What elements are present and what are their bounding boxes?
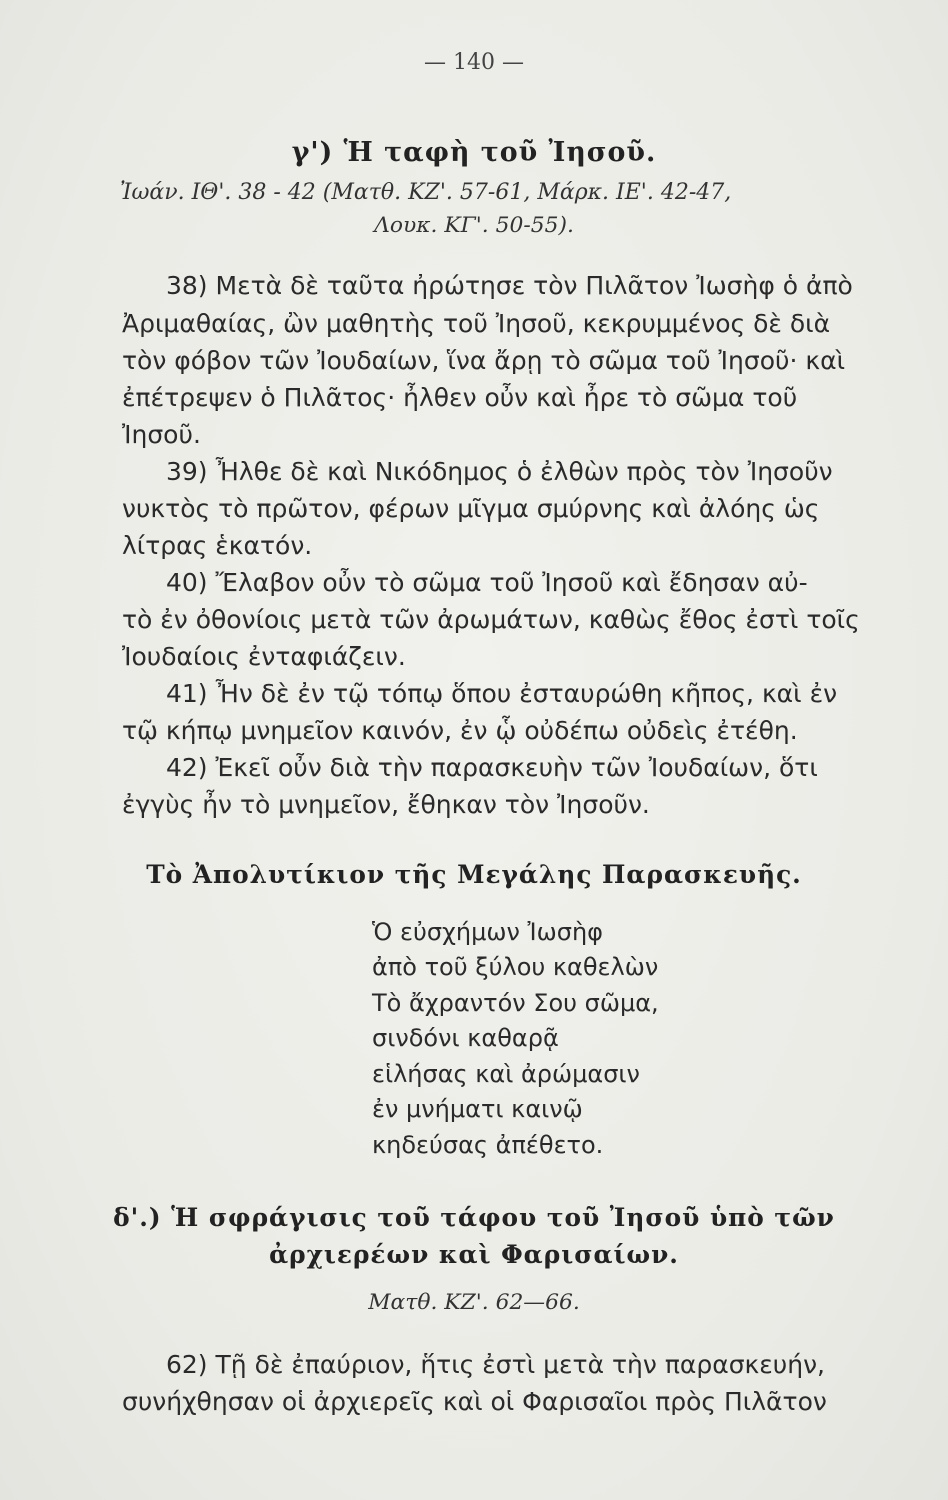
apolytikion-title: Τὸ Ἀπολυτίκιον τῆς Μεγάλης Παρασκευῆς. xyxy=(146,860,802,889)
section-c-title: γ') Ἡ ταφὴ τοῦ Ἰησοῦ. xyxy=(291,137,657,168)
section-d-title-line2: ἀρχιερέων καὶ Φαρισαίων. xyxy=(269,1240,679,1269)
verse-38-line-2: Ἀριμαθαίας, ὢν μαθητὴς τοῦ Ἰησοῦ, κεκρυμμένος δὲ διὰ xyxy=(122,309,831,338)
hymn-line-2: ἀπὸ τοῦ ξύλου καθελὼν xyxy=(372,953,659,981)
section-d-title-line1: δ'.) Ἡ σφράγισις τοῦ τάφου τοῦ Ἰησοῦ ὑπὸ τῶν xyxy=(113,1203,835,1232)
verse-41-line-1: 41) Ἦν δὲ ἐν τῷ τόπῳ ὅπου ἐσταυρώθη κῆπος, καὶ ἐν xyxy=(166,679,838,708)
verse-39-line-2: νυκτὸς τὸ πρῶτον, φέρων μῖγμα σμύρνης καὶ ἀλόης ὡς xyxy=(122,494,820,523)
verse-38-line-4: ἐπέτρεψεν ὁ Πιλᾶτος· ἦλθεν οὖν καὶ ἦρε τὸ σῶμα τοῦ xyxy=(122,383,798,412)
verse-62-line-1: 62) Τῇ δὲ ἐπαύριον, ἥτις ἐστὶ μετὰ τὴν παρασκευήν, xyxy=(166,1350,826,1379)
verse-39-line-1: 39) Ἦλθε δὲ καὶ Νικόδημος ὁ ἐλθὼν πρὸς τὸν Ἰησοῦν xyxy=(166,457,833,486)
hymn-line-3: Τὸ ἄχραντόν Σου σῶμα, xyxy=(372,989,659,1017)
section-d-reference: Ματθ. ΚΖ'. 62—66. xyxy=(368,1290,580,1315)
verse-38-line-5: Ἰησοῦ. xyxy=(122,420,201,449)
verse-38-line-3: τὸν φόβον τῶν Ἰουδαίων, ἵνα ἄρῃ τὸ σῶμα τοῦ Ἰησοῦ· καὶ xyxy=(122,346,846,375)
verse-40-line-2: τὸ ἐν ὀθονίοις μετὰ τῶν ἀρωμάτων, καθὼς ἔθος ἐστὶ τοῖς xyxy=(122,605,860,634)
verse-41-line-2: τῷ κήπῳ μνημεῖον καινόν, ἐν ᾧ οὐδέπω οὐδεὶς ἐτέθη. xyxy=(122,716,798,745)
hymn-line-1: Ὁ εὐσχήμων Ἰωσὴφ xyxy=(372,918,603,946)
hymn-line-4: σινδόνι καθαρᾷ xyxy=(372,1024,559,1052)
section-c-reference-line2: Λουκ. ΚΓ'. 50-55). xyxy=(374,213,574,238)
verse-40-line-1: 40) Ἔλαβον οὖν τὸ σῶμα τοῦ Ἰησοῦ καὶ ἔδησαν αὐ- xyxy=(166,568,808,597)
verse-38-line-1: 38) Μετὰ δὲ ταῦτα ἠρώτησε τὸν Πιλᾶτον Ἰωσὴφ ὁ ἀπὸ xyxy=(166,271,853,300)
page-number: — 140 — xyxy=(424,50,524,75)
verse-39-line-3: λίτρας ἑκατόν. xyxy=(122,531,313,560)
verse-62-line-2: συνήχθησαν οἱ ἀρχιερεῖς καὶ οἱ Φαρισαῖοι πρὸς Πιλᾶτον xyxy=(122,1387,827,1416)
hymn-line-7: κηδεύσας ἀπέθετο. xyxy=(372,1131,604,1159)
verse-42-line-2: ἐγγὺς ἦν τὸ μνημεῖον, ἔθηκαν τὸν Ἰησοῦν. xyxy=(122,790,650,819)
hymn-line-5: εἱλήσας καὶ ἀρώμασιν xyxy=(372,1060,640,1088)
verse-42-line-1: 42) Ἐκεῖ οὖν διὰ τὴν παρασκευὴν τῶν Ἰουδαίων, ὅτι xyxy=(166,753,818,782)
verse-40-line-3: Ἰουδαίοις ἐνταφιάζειν. xyxy=(122,642,406,671)
section-c-reference-line1: Ἰωάν. ΙΘ'. 38 - 42 (Ματθ. ΚΖ'. 57-61, Μάρκ. ΙΕ'. 42-47, xyxy=(120,180,732,205)
hymn-line-6: ἐν μνήματι καινῷ xyxy=(372,1095,583,1123)
